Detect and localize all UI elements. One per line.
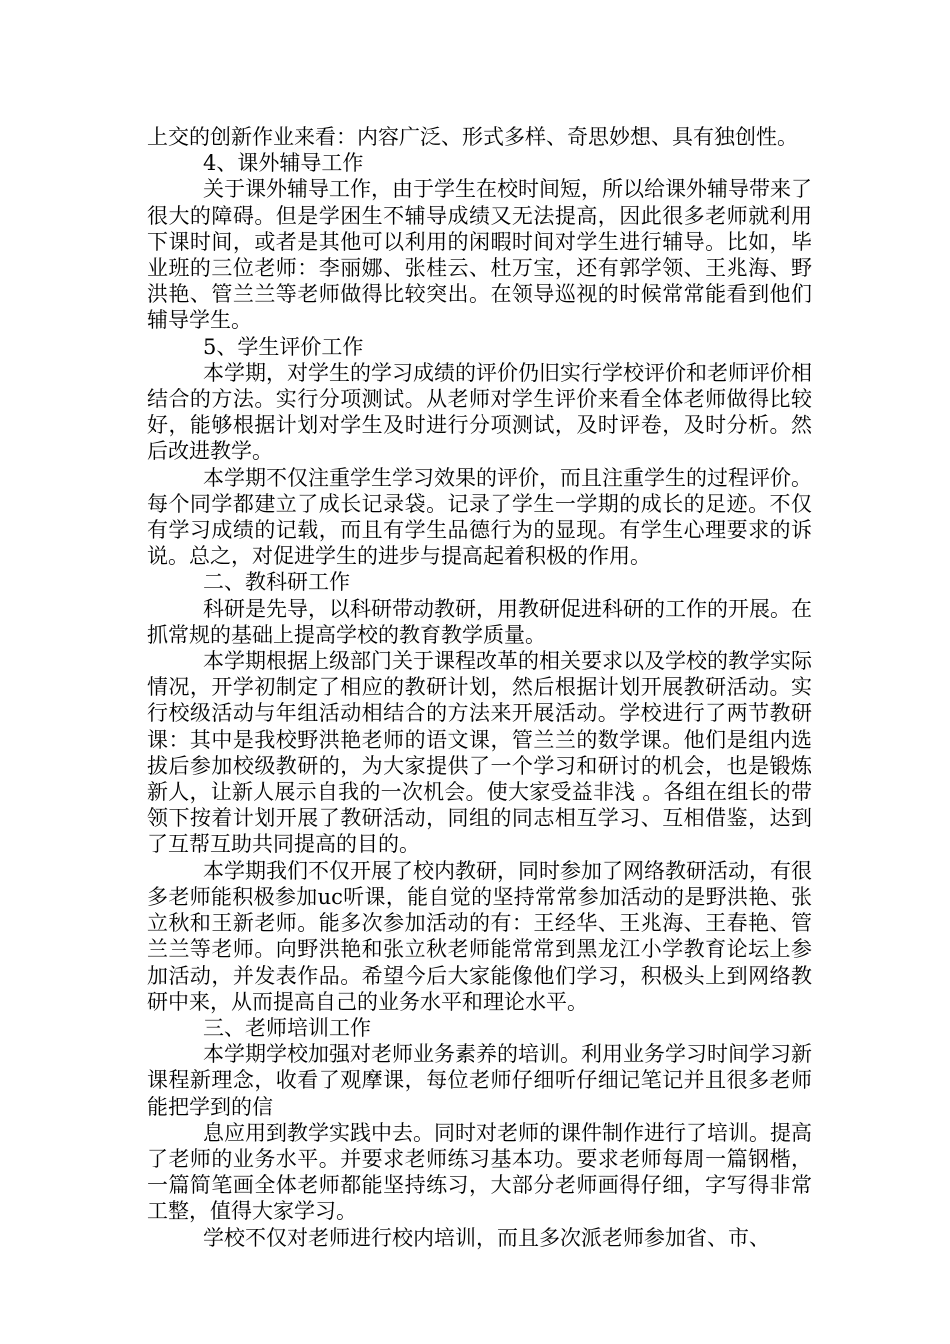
document-page [147, 124, 812, 1251]
paragraph-training-2: 息应用到教学实践中去。同时对老师的课件制作进行了培训。提高了老师的业务水平。并要求老师练习基本功。要求老师每周一篇钢楷，一篇简笔画全体老师都能坚持练习，大部分老师画得仔细，字写得非常工整，值得大家学习。 [147, 1120, 812, 1224]
section-heading-evaluation: 5、学生评价工作 [203, 334, 364, 359]
section-heading-tutoring: 4、课外辅导工作 [203, 151, 364, 176]
paragraph-tutoring: 关于课外辅导工作，由于学生在校时间短，所以给课外辅导带来了很大的障碍。但是学困生不辅导成绩又无法提高，因此很多老师就利用下课时间，或者是其他可以利用的闲暇时间对学生进行辅导。比如，毕业班的三位老师：李丽娜、张桂云、杜万宝，还有郭学领、王兆海、野洪艳、管兰兰等老师做得比较突出。在领导巡视的时候常常能看到他们辅导学生。 [147, 177, 812, 333]
paragraph-training-3: 学校不仅对老师进行校内培训，而且多次派老师参加省、市、 [203, 1225, 770, 1250]
paragraph-research-1: 科研是先导，以科研带动教研，用教研促进科研的工作的开展。在抓常规的基础上提高学校的教育教学质量。 [147, 596, 812, 647]
paragraph-evaluation-2: 本学期不仅注重学生学习效果的评价，而且注重学生的过程评价。每个同学都建立了成长记录袋。记录了学生一学期的成长的足迹。不仅有学习成绩的记载，而且有学生品德行为的显现。有学生心理要求的诉说。总之，对促进学生的进步与提高起着积极的作用。 [147, 465, 812, 569]
paragraph-training-1: 本学期学校加强对老师业务素养的培训。利用业务学习时间学习新课程新理念，收看了观摩课，每位老师仔细听仔细记笔记并且很多老师能把学到的信 [147, 1042, 812, 1119]
paragraph-research-2: 本学期根据上级部门关于课程改革的相关要求以及学校的教学实际情况，开学初制定了相应的教研计划，然后根据计划开展教研活动。实行校级活动与年组活动相结合的方法来开展活动。学校进行了两节教研课：其中是我校野洪艳老师的语文课，管兰兰的数学课。他们是组内选拔后参加校级教研的，为大家提供了一个学习和研讨的机会，也是锻炼新人，让新人展示自我的一次机会。使大家受益非浅 。各组在组长的带领下按着计划开展了教研活动，同组的同志相互学习、互相借鉴，达到了互帮互助共同提高的目的。 [147, 649, 812, 857]
paragraph-continuation: 上交的创新作业来看：内容广泛、形式多样、奇思妙想、具有独创性。 [147, 125, 798, 149]
section-heading-training: 三、老师培训工作 [203, 1015, 371, 1040]
section-heading-research: 二、教科研工作 [203, 570, 350, 595]
paragraph-evaluation-1: 本学期，对学生的学习成绩的评价仍旧实行学校评价和老师评价相结合的方法。实行分项测试。从老师对学生评价来看全体老师做得比较好，能够根据计划对学生及时进行分项测试，及时评卷，及时分析。然后改进教学。 [147, 360, 812, 464]
paragraph-research-3: 本学期我们不仅开展了校内教研，同时参加了网络教研活动，有很多老师能积极参加uc听课，能自觉的坚持常常参加活动的是野洪艳、张立秋和王新老师。能多次参加活动的有：王经华、王兆海、王春艳、管兰兰等老师。向野洪艳和张立秋老师能常常到黑龙江小学教育论坛上参加活动，并发表作品。希望今后大家能像他们学习，积极头上到网络教研中来，从而提高自己的业务水平和理论水平。 [147, 858, 812, 1014]
